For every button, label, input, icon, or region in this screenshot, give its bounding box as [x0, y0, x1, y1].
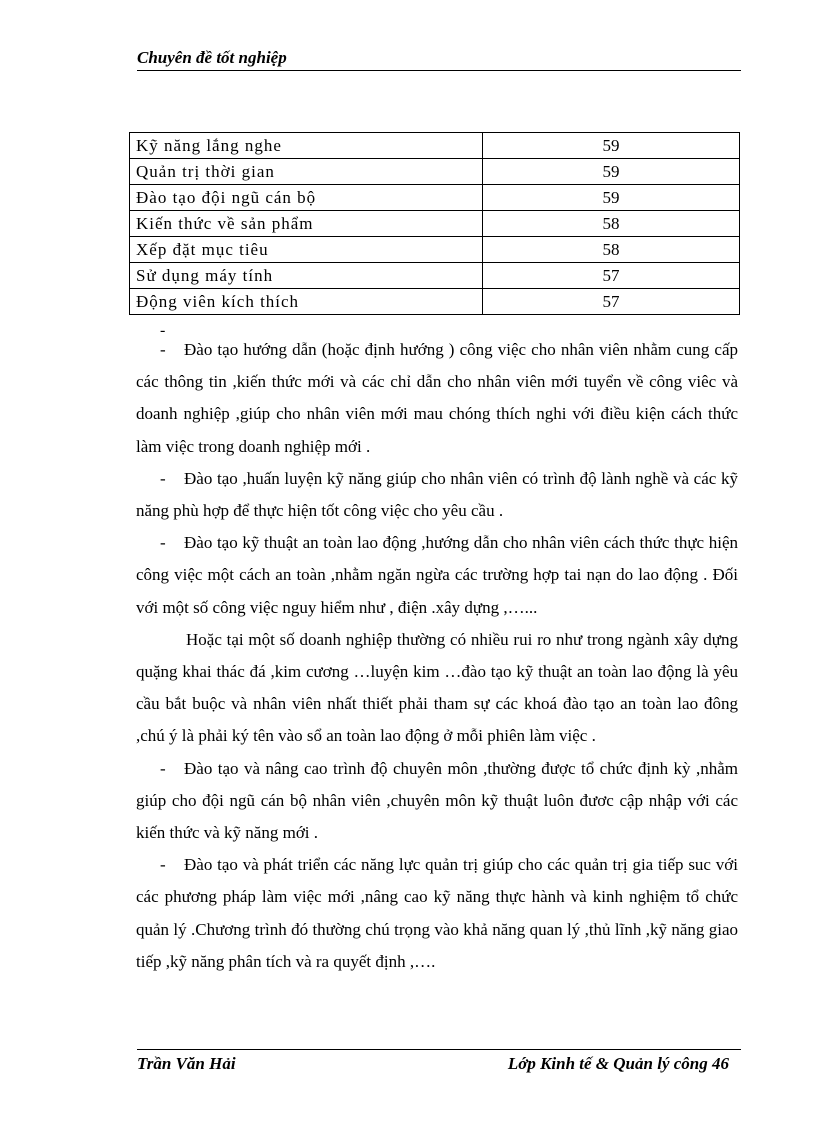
bullet-paragraph — [136, 753, 738, 850]
bullet-dash: - — [160, 855, 166, 875]
skill-score: 57 — [483, 263, 740, 289]
indented-paragraph: Hoặc tại một số doanh nghiệp thường có nhiều rui ro như trong ngành xây dựng quặng khai thác đá ,kim cương …luyện kim …đào tạo kỹ thuật an toàn lao động là yêu cầu bắt buộc và nhân viên nhất thiết phải tham sự các khoá đào tạo an toàn lao đông ,chú ý là phải ký tên vào sổ an toàn lao động ở mỗi phiên làm việc . — [136, 629, 738, 746]
bullet-paragraph — [136, 849, 738, 978]
bullet-paragraph — [136, 527, 738, 624]
skill-score: 59 — [483, 159, 740, 185]
bullet-paragraph — [136, 463, 738, 527]
skill-score: 59 — [483, 185, 740, 211]
skill-name: Kiến thức về sản phẩm — [130, 211, 483, 237]
document-title: Chuyên đề tốt nghiệp — [137, 48, 287, 67]
paragraph-text: Đào tạo ,huấn luyện kỹ năng giúp cho nhân viên có trình độ lành nghề và các kỹ năng phù hợp để thực hiện tốt công việc cho yêu cầu . — [136, 468, 738, 521]
skill-name: Sử dụng máy tính — [130, 263, 483, 289]
skill-name: Động viên kích thích — [130, 289, 483, 315]
stray-bullet-dash: - — [160, 322, 166, 339]
table-row — [130, 159, 740, 185]
bullet-dash: - — [160, 468, 166, 488]
skill-name: Đào tạo đội ngũ cán bộ — [130, 185, 483, 211]
table-row — [130, 211, 740, 237]
skill-name: Xếp đặt mục tiêu — [130, 237, 483, 263]
body-text — [136, 334, 738, 978]
paragraph-text: Đào tạo hướng dẫn (hoặc định hướng ) công việc cho nhân viên nhằm cung cấp các thông tin ,kiến thức mới và các chỉ dẫn cho nhân viên mới tuyển về công viêc và doanh nghiệp ,giúp cho nhân viên mới mau chóng thích nghi với điều kiện cách thức làm việc trong doanh nghiệp mới . — [136, 340, 738, 456]
bullet-dash: - — [160, 533, 166, 553]
bullet-paragraph — [136, 334, 738, 463]
paragraph-text: Đào tạo và nâng cao trình độ chuyên môn ,thường được tổ chức định kỳ ,nhằm giúp cho đội ngũ cán bộ nhân viên ,chuyên môn kỹ thuật luôn đươc cập nhập với các kiến thức và kỹ năng mới . — [136, 758, 738, 843]
skills-table — [129, 132, 740, 315]
skill-score: 58 — [483, 211, 740, 237]
skill-name: Quản trị thời gian — [130, 159, 483, 185]
bullet-dash: - — [160, 340, 166, 359]
table-row — [130, 133, 740, 159]
skill-score: 58 — [483, 237, 740, 263]
table-row — [130, 185, 740, 211]
footer-class: Lớp Kinh tế & Quản lý công 46 — [507, 1054, 729, 1073]
table-row — [130, 289, 740, 315]
bullet-dash: - — [160, 758, 166, 778]
paragraph-text: Đào tạo và phát triển các năng lực quản trị giúp cho các quản trị gia tiếp suc với các phương pháp làm việc mới ,nâng cao kỹ năng thực hành và kinh nghiệm tổ chức quản lý .Chương trình đó thường chú trọng vào khả năng quan lý ,thủ lĩnh ,kỹ năng giao tiếp ,kỹ năng phân tích và ra quyết định ,…. — [136, 855, 738, 971]
footer-author: Trần Văn Hải — [137, 1054, 236, 1073]
page-header — [137, 48, 741, 71]
page-footer — [137, 1049, 741, 1074]
table-row — [130, 263, 740, 289]
paragraph-text: Đào tạo kỹ thuật an toàn lao động ,hướng dẫn cho nhân viên cách thức thực hiện công việc một cách an toàn ,nhằm ngăn ngừa các trường hợp tai nạn do lao động . Đối với một số công việc nguy hiểm như , điện .xây dựng ,…... — [136, 533, 738, 617]
table-row — [130, 237, 740, 263]
skill-name: Kỹ năng lắng nghe — [130, 133, 483, 159]
skill-score: 59 — [483, 133, 740, 159]
skill-score: 57 — [483, 289, 740, 315]
